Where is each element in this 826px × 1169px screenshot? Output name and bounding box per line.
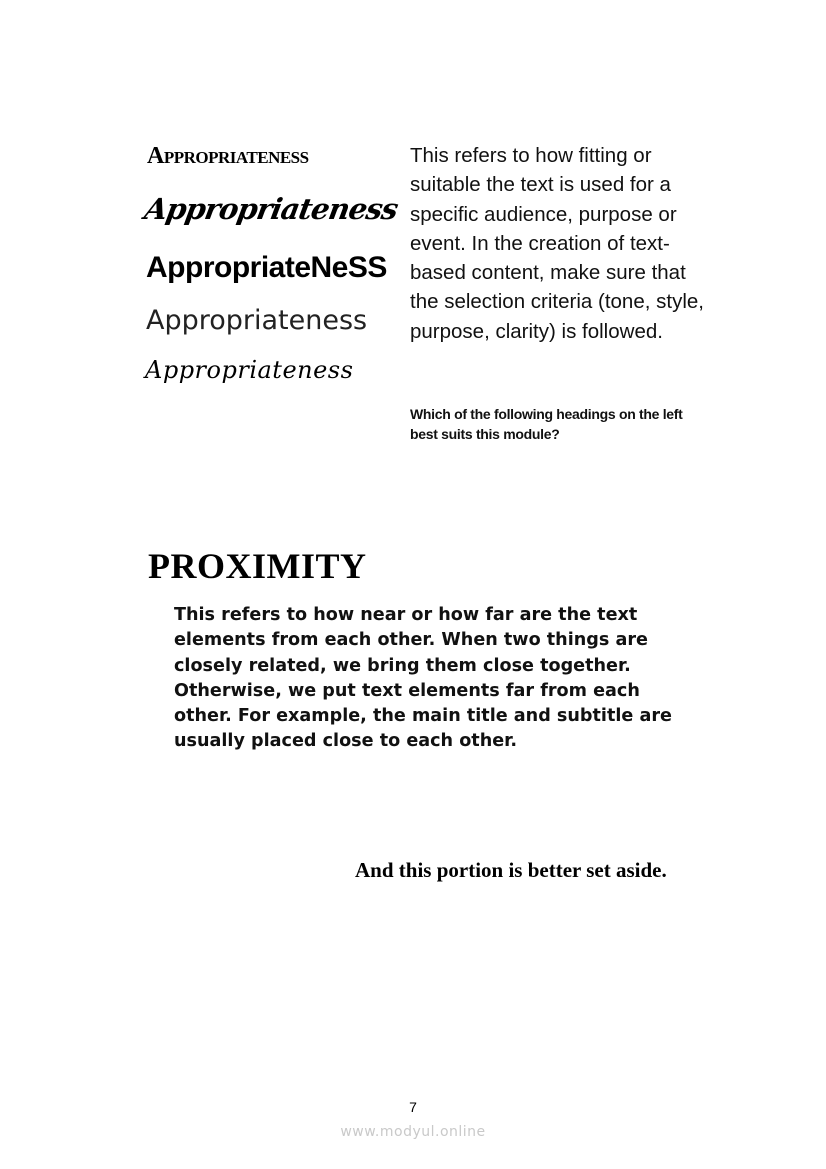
- heading-sample-script: Appropriateness: [142, 192, 401, 226]
- heading-sample-ornamental: Appropriateness: [145, 356, 354, 384]
- heading-sample-small-caps: Appropriateness: [147, 143, 309, 169]
- proximity-body: This refers to how near or how far are the text elements from each other. When two things are closely related, we bring them close together. Otherwise, we put text elements far from each other. For example, the main title and subtitle are usually placed close to each other.: [174, 605, 672, 752]
- appropriateness-description: This refers to how fitting or suitable the text is used for a specific audience, purpose or event. In the creation of text-based content, make sure that the selection criteria (tone, style, purpose, clarity) is followed.: [410, 144, 704, 343]
- aside-text: And this portion is better set aside.: [355, 858, 667, 882]
- page-number: 7: [409, 1099, 417, 1115]
- heading-sample-sans: Appropriateness: [146, 305, 368, 336]
- proximity-title: PROXIMITY: [148, 546, 367, 586]
- watermark: www.modyul.online: [340, 1124, 486, 1140]
- heading-sample-decorative: AppropriateNeSS: [146, 251, 387, 284]
- appropriateness-question: Which of the following headings on the left best suits this module?: [410, 406, 683, 442]
